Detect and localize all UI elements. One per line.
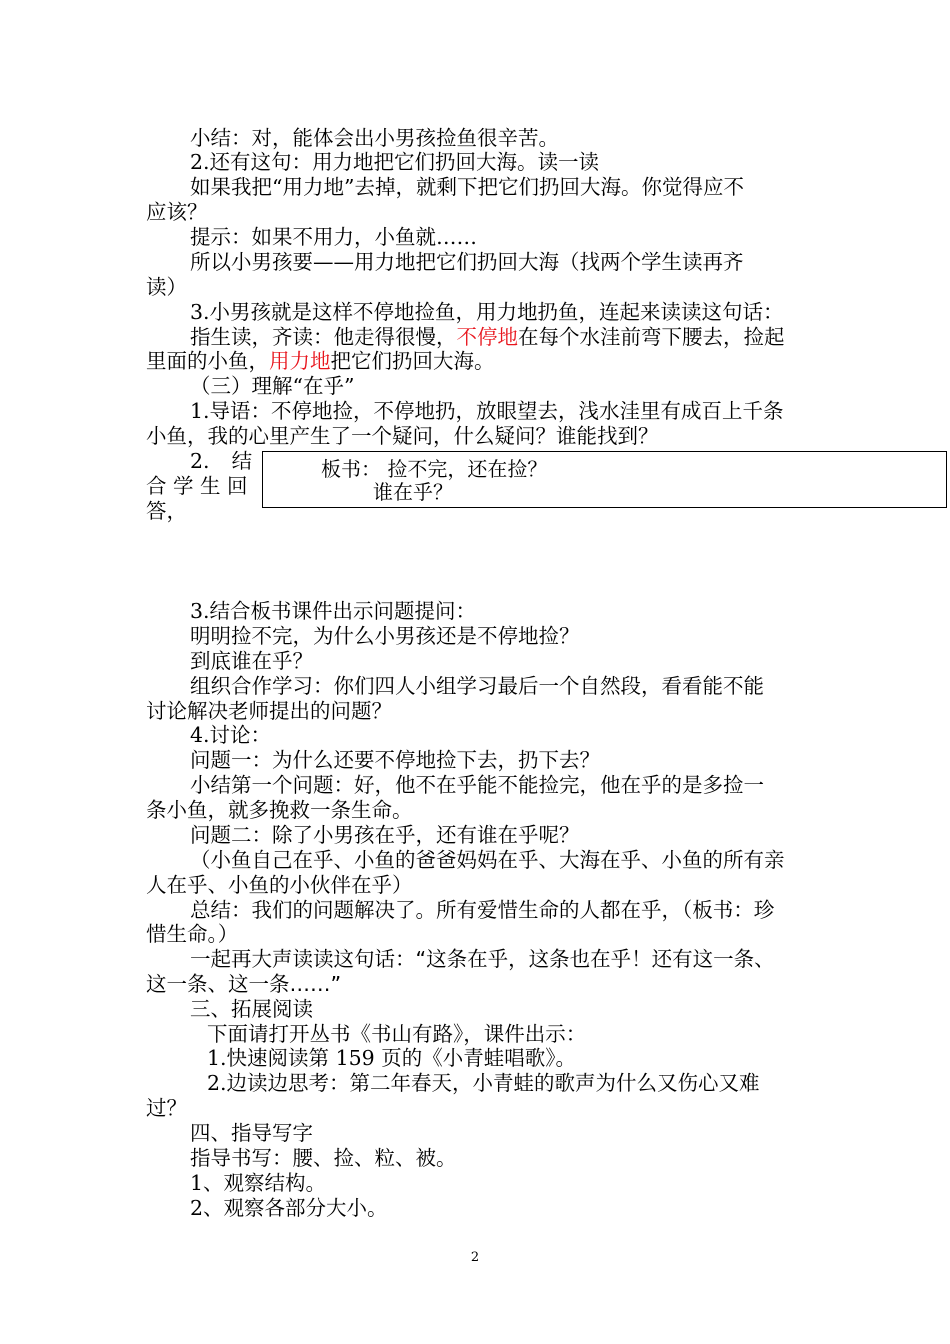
paragraph-line: 惜生命。） bbox=[146, 922, 239, 946]
paragraph-line: 过？ bbox=[146, 1096, 187, 1120]
blackboard-line: 谁在乎？ bbox=[373, 480, 453, 504]
question-line: 明明捡不完，为什么小男孩还是不停地捡？ bbox=[190, 624, 580, 648]
paragraph-line: 合 学 生 回 bbox=[146, 474, 248, 498]
point-4-line: 4.讨论： bbox=[190, 723, 272, 747]
highlight-text: 不停地 bbox=[456, 325, 518, 349]
highlight-text: 用力地 bbox=[269, 349, 331, 373]
paragraph-line: 下面请打开丛书《书山有路》，课件出示： bbox=[207, 1022, 587, 1046]
paragraph-line: 读） bbox=[146, 275, 187, 299]
section-heading: 三、拓展阅读 bbox=[190, 997, 313, 1021]
point-2-line: 2.还有这句：用力地把它们扔回大海。读一读 bbox=[190, 150, 600, 174]
paragraph-line: 应该？ bbox=[146, 200, 208, 224]
question-line: 问题一：为什么还要不停地捡下去，扔下去？ bbox=[190, 748, 600, 772]
paragraph-line: 1.快速阅读第 159 页的《小青蛙唱歌》。 bbox=[207, 1046, 576, 1070]
section-heading: （三）理解“在乎” bbox=[190, 374, 355, 398]
question-line: 问题二：除了小男孩在乎，还有谁在乎呢？ bbox=[190, 823, 580, 847]
paragraph-line: 指导书写：腰、捡、粒、被。 bbox=[190, 1146, 457, 1170]
paragraph-line: （小鱼自己在乎、小鱼的爸爸妈妈在乎、大海在乎、小鱼的所有亲 bbox=[190, 848, 785, 872]
paragraph-line: 小结第一个问题：好，他不在乎能不能捡完，他在乎的是多捡一 bbox=[190, 773, 764, 797]
paragraph-line: 总结：我们的问题解决了。所有爱惜生命的人都在乎，（板书：珍 bbox=[190, 898, 775, 922]
paragraph-line: 小鱼，我的心里产生了一个疑问，什么疑问？谁能找到？ bbox=[146, 424, 659, 448]
paragraph-line: 2. 结 bbox=[190, 449, 253, 473]
paragraph-line: 2.边读边思考：第二年春天，小青蛙的歌声为什么又伤心又难 bbox=[207, 1071, 760, 1095]
page-number: 2 bbox=[470, 1250, 480, 1265]
paragraph-line: 条小鱼，就多挽救一条生命。 bbox=[146, 798, 413, 822]
point-3-line: 3.小男孩就是这样不停地捡鱼，用力地扔鱼，连起来读读这句话： bbox=[190, 300, 784, 324]
paragraph-line: 人在乎、小鱼的小伙伴在乎） bbox=[146, 873, 413, 897]
point-3-line: 3.结合板书课件出示问题提问： bbox=[190, 599, 477, 623]
paragraph-line: 2、观察各部分大小。 bbox=[190, 1196, 388, 1220]
blackboard-line: 板书： 捡不完，还在捡？ bbox=[321, 457, 548, 481]
paragraph-line: 组织合作学习：你们四人小组学习最后一个自然段，看看能不能 bbox=[190, 674, 764, 698]
reading-line: 指生读，齐读：他走得很慢，不停地在每个水洼前弯下腰去，捡起 bbox=[190, 325, 785, 349]
paragraph-line: 1.导语：不停地捡，不停地扔，放眼望去，浅水洼里有成百上千条 bbox=[190, 399, 784, 423]
summary-line: 小结：对，能体会出小男孩捡鱼很辛苦。 bbox=[190, 126, 559, 150]
section-heading: 四、指导写字 bbox=[190, 1121, 313, 1145]
blackboard-box bbox=[262, 451, 947, 508]
paragraph-line: 1、观察结构。 bbox=[190, 1171, 327, 1195]
paragraph-line: 所以小男孩要——用力地把它们扔回大海（找两个学生读再齐 bbox=[190, 250, 744, 274]
paragraph-line: 这一条、这一条……” bbox=[146, 972, 342, 996]
hint-line: 提示：如果不用力，小鱼就…… bbox=[190, 225, 477, 249]
reading-line: 里面的小鱼，用力地把它们扔回大海。 bbox=[146, 349, 495, 373]
paragraph-line: 如果我把“用力地”去掉，就剩下把它们扔回大海。你觉得应不 bbox=[190, 175, 744, 199]
paragraph-line: 讨论解决老师提出的问题？ bbox=[146, 699, 392, 723]
paragraph-line: 答， bbox=[146, 499, 187, 523]
paragraph-line: 一起再大声读读这句话：“这条在乎，这条也在乎！还有这一条、 bbox=[190, 947, 775, 971]
question-line: 到底谁在乎？ bbox=[190, 649, 313, 673]
